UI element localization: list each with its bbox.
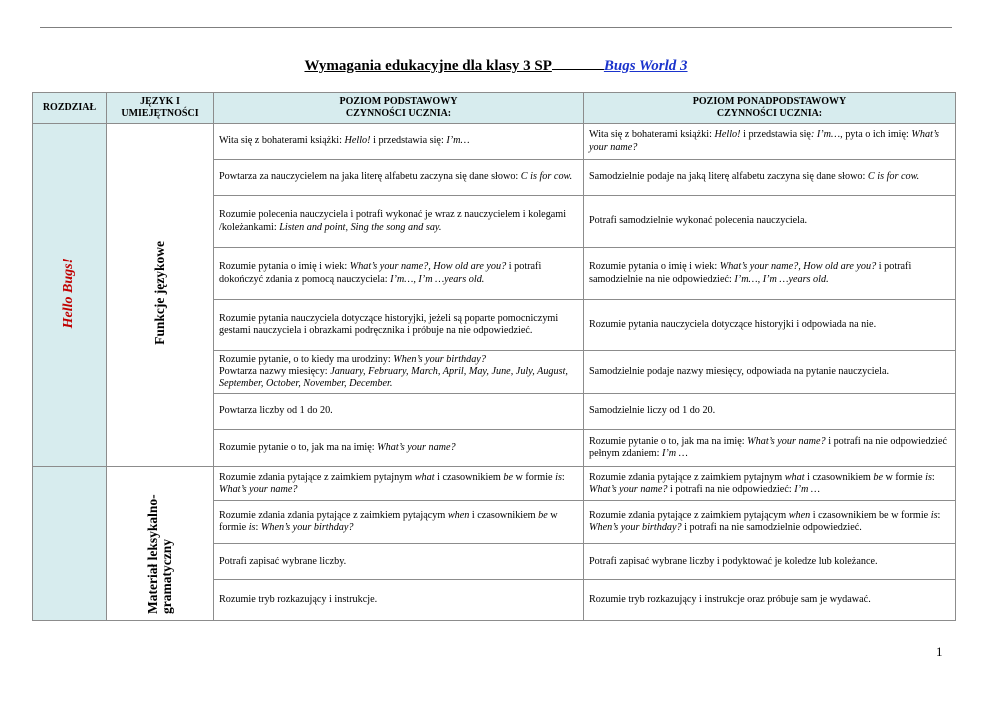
english-phrase: is [248, 522, 256, 534]
document-title [0, 58, 992, 75]
requirement-text: Rozumie pytania nauczyciela dotyczące historyjki i odpowiada na nie. [589, 318, 877, 330]
section-cell-material [107, 467, 214, 621]
section-title-funkcje: Funkcje językowe [152, 241, 168, 345]
english-phrase: is [555, 471, 562, 483]
header-jezyk: JĘZYK I UMIEJĘTNOŚCI [107, 93, 214, 124]
series-name[interactable]: Bugs World 3 [603, 58, 688, 74]
english-phrase: when [788, 510, 811, 522]
english-phrase: what [414, 471, 435, 483]
header-row [33, 93, 956, 124]
requirement-text: Rozumie zdania pytające z zaimkiem pytającym [589, 510, 789, 522]
english-phrase: What’s your name? [219, 483, 298, 495]
english-phrase: C is for cow. [520, 171, 573, 183]
section-cell-funkcje [107, 124, 214, 467]
requirement-text: Rozumie polecenia nauczyciela i potrafi wykonać je wraz z nauczycielem i kolegami /koleżankami: [219, 209, 567, 233]
english-phrase: I’m…, I’m …years old. [390, 273, 485, 285]
requirement-text: : [255, 522, 261, 534]
english-phrase: What’s your name? [747, 435, 826, 447]
english-phrase: When’s your birthday? [589, 522, 682, 534]
requirement-text: i czasownikiem [804, 471, 874, 483]
advanced-requirement-cell [584, 544, 956, 580]
basic-requirement-cell [214, 160, 584, 196]
requirement-text: w formie [882, 471, 926, 483]
table-row [33, 467, 956, 501]
english-phrase: Hello! [714, 129, 741, 141]
requirement-text: Rozumie tryb rozkazujący i instrukcje. [219, 594, 378, 606]
english-phrase: January, February, March, April, May, June, July, August, September, October, November, December. [219, 365, 568, 390]
requirement-text: : [931, 471, 935, 483]
english-phrase: What’s your name?, How old are you? [349, 261, 507, 273]
table-row [33, 124, 956, 160]
requirement-text: pyta o ich imię: [842, 129, 912, 141]
advanced-requirement-cell [584, 580, 956, 621]
chapter-cell-empty [33, 467, 107, 621]
english-phrase: C is for cow. [867, 171, 920, 183]
english-phrase: what [784, 471, 805, 483]
requirement-text: w formie [219, 510, 558, 534]
basic-requirement-cell [214, 467, 584, 501]
english-phrase: I’m… [446, 135, 470, 147]
requirement-text: i potrafi na nie odpowiedzieć pełnym zdaniem: [589, 435, 947, 459]
section-title-material: Materiał leksykalno-gramatyczny [144, 494, 174, 614]
english-phrase: is [925, 471, 932, 483]
title-underline-gap [552, 58, 604, 70]
top-rule [40, 27, 952, 28]
english-phrase: be [873, 471, 883, 483]
requirement-text: i przedstawia się [740, 129, 811, 141]
english-phrase: What’s your name? [377, 441, 456, 453]
english-phrase: I’m … [662, 448, 688, 459]
header-poziom-ponadpodstawowy: POZIOM PONADPODSTAWOWY CZYNNOŚCI UCZNIA: [584, 93, 956, 124]
requirement-text: Powtarza nazwy miesięcy: [219, 365, 331, 377]
requirements-table [32, 92, 956, 621]
requirement-text: : [561, 471, 565, 483]
advanced-requirement-cell [584, 124, 956, 160]
advanced-requirement-cell [584, 248, 956, 300]
basic-requirement-cell [214, 196, 584, 248]
basic-requirement-cell [214, 394, 584, 430]
requirement-text: Rozumie pytanie o to, jak ma na imię: [219, 441, 378, 453]
requirement-text: Powtarza za nauczycielem na jaka literę alfabetu zaczyna się dane słowo: [219, 171, 521, 183]
advanced-requirement-cell [584, 196, 956, 248]
requirement-text: Rozumie pytania o imię i wiek: [219, 261, 350, 273]
requirement-text: Wita się z bohaterami książki: [589, 129, 715, 141]
requirement-text: Wita się z bohaterami książki: [219, 135, 345, 147]
english-phrase: What’s your name?, How old are you? [719, 261, 877, 273]
requirement-text: i potrafi na nie samodzielnie odpowiedzieć. [681, 522, 862, 534]
requirement-text: i czasownikiem [434, 471, 504, 483]
requirement-text: Rozumie zdania pytające z zaimkiem pytajnym [219, 471, 415, 483]
chapter-cell [33, 124, 107, 467]
requirement-text: Samodzielnie podaje nazwy miesięcy, odpowiada na pytanie nauczyciela. [589, 365, 890, 377]
basic-requirement-cell [214, 501, 584, 544]
advanced-requirement-cell [584, 430, 956, 467]
requirement-text: Rozumie pytanie, o to kiedy ma urodziny: [219, 353, 394, 365]
requirement-text: Rozumie zdania zdania pytające z zaimkiem pytającym [219, 510, 448, 522]
requirement-text: Rozumie pytania nauczyciela dotyczące historyjki, jeżeli są poparte pomocniczymi gestami nauczyciela i obrazkami podręcznika i próbuje na nie odpowiedzieć. [219, 312, 559, 336]
title-text: Wymagania edukacyjne dla klasy 3 SP [304, 58, 552, 74]
english-phrase: is [930, 510, 938, 522]
requirement-text: Potrafi samodzielnie wykonać polecenia nauczyciela. [589, 215, 808, 227]
english-phrase: be [503, 471, 513, 483]
basic-requirement-cell [214, 544, 584, 580]
requirement-text: i czasownikiem be w formie [810, 510, 931, 522]
english-phrase: be [538, 510, 548, 522]
basic-requirement-cell [214, 300, 584, 351]
header-rozdzial: ROZDZIAŁ [33, 93, 107, 124]
advanced-requirement-cell [584, 467, 956, 501]
requirement-text: Potrafi zapisać wybrane liczby. [219, 555, 347, 567]
requirement-text: Rozumie pytanie o to, jak ma na imię: [589, 435, 748, 447]
requirement-text: Samodzielnie liczy od 1 do 20. [589, 405, 716, 417]
english-phrase: What’s your name? [589, 483, 668, 495]
advanced-requirement-cell [584, 394, 956, 430]
chapter-title: Hello Bugs! [61, 257, 77, 329]
requirement-text: Rozumie zdania pytające z zaimkiem pytajnym [589, 471, 785, 483]
page-number: 1 [936, 644, 943, 659]
requirement-text: w formie [512, 471, 556, 483]
requirement-text: i czasownikiem [469, 510, 539, 522]
header-poziom-podstawowy: POZIOM PODSTAWOWY CZYNNOŚCI UCZNIA: [214, 93, 584, 124]
requirement-text: Rozumie tryb rozkazujący i instrukcje oraz próbuje sam je wydawać. [589, 594, 871, 606]
advanced-requirement-cell [584, 300, 956, 351]
english-phrase: I’m…, I’m …years old. [734, 273, 829, 285]
basic-requirement-cell [214, 580, 584, 621]
basic-requirement-cell [214, 248, 584, 300]
english-phrase: When’s your birthday? [260, 522, 354, 534]
requirement-text: Potrafi zapisać wybrane liczby i podyktować je koledze lub koleżance. [589, 555, 878, 567]
requirement-text: : [937, 510, 941, 522]
english-phrase: What’s your name? [589, 129, 939, 153]
basic-requirement-cell [214, 124, 584, 160]
english-phrase: I’m … [794, 483, 820, 495]
english-phrase: Hello! [344, 135, 371, 147]
requirement-text: i przedstawia się: [370, 135, 447, 147]
requirement-text: Powtarza liczby od 1 do 20. [219, 405, 333, 417]
basic-requirement-cell [214, 430, 584, 467]
advanced-requirement-cell [584, 351, 956, 394]
requirement-text: Samodzielnie podaje na jaką literę alfabetu zaczyna się dane słowo: [589, 171, 868, 183]
requirement-text: i potrafi samodzielnie na nie odpowiedzieć: [589, 261, 912, 285]
english-phrase: When’s your birthday? [393, 353, 486, 365]
english-phrase: when [447, 510, 470, 522]
basic-requirement-cell [214, 351, 584, 394]
advanced-requirement-cell [584, 160, 956, 196]
advanced-requirement-cell [584, 501, 956, 544]
requirement-text: i potrafi na nie odpowiedzieć: [667, 483, 795, 495]
requirement-text: i potrafi dokończyć zdania z pomocą nauczyciela: [219, 261, 542, 285]
english-phrase: : I’m…, [810, 129, 843, 141]
requirement-text: Rozumie pytania o imię i wiek: [589, 261, 720, 273]
english-phrase: Listen and point, Sing the song and say. [279, 221, 442, 233]
